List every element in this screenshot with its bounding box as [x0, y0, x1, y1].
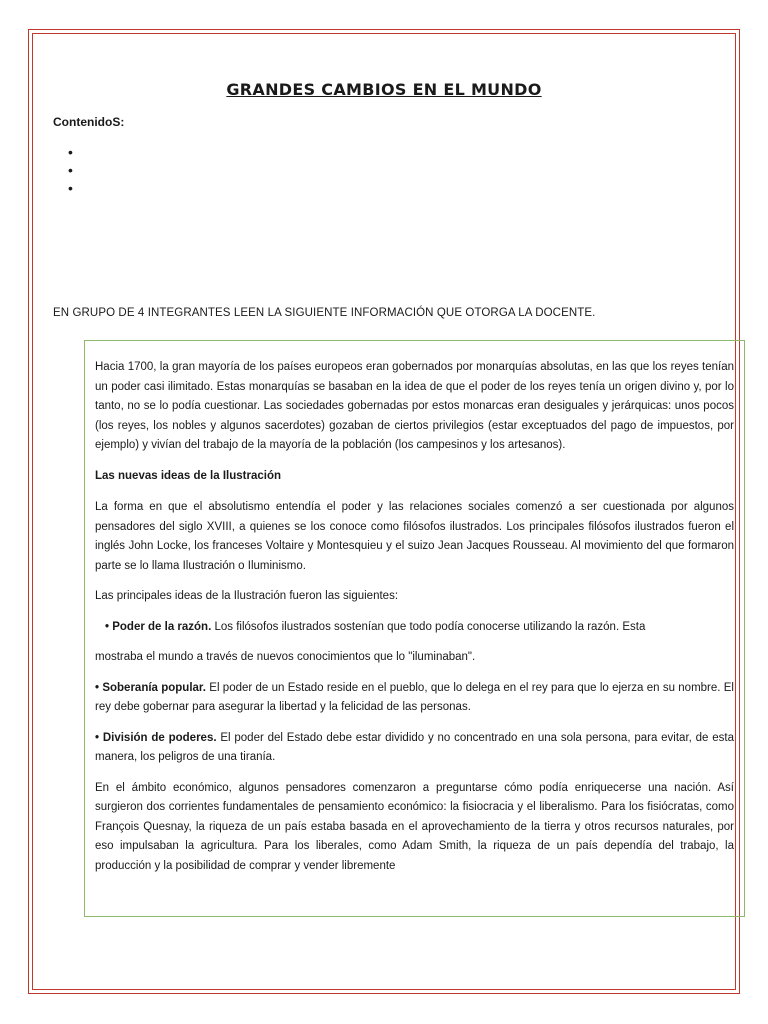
contents-bullet-list [68, 143, 73, 197]
document-title: GRANDES CAMBIOS EN EL MUNDO [226, 80, 542, 99]
idea-title: • Soberanía popular. [95, 681, 206, 694]
idea-title: • División de poderes. [95, 731, 217, 744]
idea-text: Los filósofos ilustrados sostenían que todo podía conocerse utilizando la razón. Esta [211, 620, 646, 633]
section-heading: Las nuevas ideas de la Ilustración [95, 469, 281, 482]
idea-text: mostraba el mundo a través de nuevos conocimientos que lo "iluminaban". [95, 651, 476, 663]
group-instruction: EN GRUPO DE 4 INTEGRANTES LEEN LA SIGUIENTE INFORMACIÓN QUE OTORGA LA DOCENTE. [53, 307, 596, 319]
intro-paragraph: Hacia 1700, la gran mayoría de los países europeos eran gobernados por monarquías absolutas, en las que los reyes tenían un poder casi ilimitado. Estas monarquías se basaban en la idea de que el poder de los reyes tenía un origen divino y, por lo tanto, no se lo podía cuestionar. Las sociedades gobernadas por estos monarcas eran desiguales y jerárquicas: unos pocos (los reyes, los nobles y algunos sacerdotes) gozaban de ciertos privilegios (estar exceptuados del pago de impuestos, por ejemplo) y vivían del trabajo de la mayoría de la población (los campesinos y los artesanos). [95, 361, 734, 451]
idea-text: El poder de un Estado reside en el pueblo, que lo delega en el rey para que lo ejerza en su nombre. El rey debe gobernar para asegurar la libertad y la felicidad de las personas. [95, 681, 734, 713]
reading-box [84, 340, 745, 917]
paragraph-economy: En el ámbito económico, algunos pensadores comenzaron a preguntarse cómo podía enriquecerse una nación. Así surgieron dos corrientes fundamentales de pensamiento económico: la fisiocracia y el liberalismo. Para los fisiócratas, como François Quesnay, la riqueza de un país estaba basada en el aprovechamiento de la tierra y otros recursos naturales, por eso impulsaban la agricultura. Para los liberales, como Adam Smith, la riqueza de un país dependía del trabajo, la producción y la posibilidad de comprar y vender libremente [95, 781, 734, 872]
idea-title: • Poder de la razón. [105, 620, 212, 633]
idea-separation-of-powers [95, 729, 734, 768]
paragraph-absolutism: La forma en que el absolutismo entendía el poder y las relaciones sociales comenzó a ser cuestionada por algunos pensadores del siglo XVIII, a quienes se los conoce como filósofos ilustrados. Los principales filósofos ilustrados fueron el inglés John Locke, los franceses Voltaire y Montesquieu y el suizo Jean Jacques Rousseau. Al movimiento del que formaron parte se lo llama Ilustración o Iluminismo. [95, 501, 734, 572]
list-item [68, 143, 73, 161]
idea-text: El poder del Estado debe estar dividido y no concentrado en una sola persona, para evitar, de esta manera, los peligros de una tiranía. [95, 731, 734, 763]
paragraph-ideas-intro: Las principales ideas de la Ilustración fueron las siguientes: [95, 590, 399, 602]
idea-popular-sovereignty [95, 679, 734, 718]
contents-label: ContenidoS: [53, 115, 125, 129]
idea-reason-continued [95, 648, 734, 668]
list-item [68, 179, 73, 197]
list-item [68, 161, 73, 179]
idea-reason [95, 618, 734, 638]
